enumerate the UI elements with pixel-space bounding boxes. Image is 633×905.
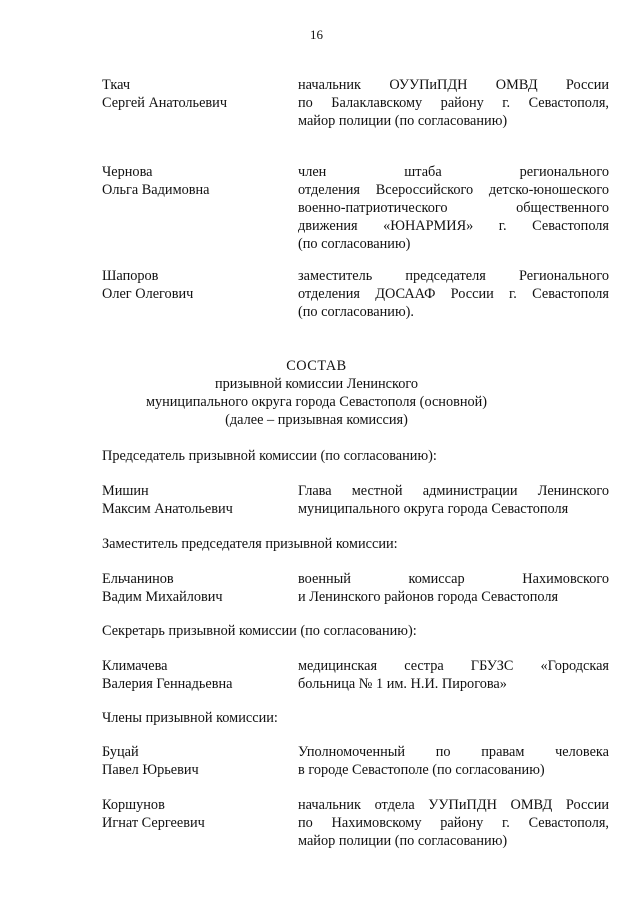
role-line: начальник отдела УУПиПДН ОМВД России [298,797,609,813]
member-given-name: Ольга Вадимовна [102,182,210,198]
role-line: Глава местной администрации Ленинского [298,483,609,499]
role-line: медицинская сестра ГБУЗС «Городская [298,658,609,674]
role-line: отделения ДОСААФ России г. Севастополя [298,286,609,302]
deputy-label: Заместитель председателя призывной комиссии: [102,536,398,552]
role-line: по Балаклавскому району г. Севастополя, [298,95,609,111]
role-line: по Нахимовскому району г. Севастополя, [298,815,609,831]
role-line: военный комиссар Нахимовского [298,571,609,587]
member-name [102,267,287,303]
member-surname: Климачева [102,658,168,674]
heading-title: СОСТАВ [286,358,347,374]
member-role [298,267,609,321]
role-line: член штаба регионального [298,164,609,180]
secretary-label: Секретарь призывной комиссии (по согласованию): [102,623,417,639]
role-line: (по согласованию). [298,304,414,320]
member-role [298,570,609,606]
member-role [298,163,609,253]
chairman-label: Председатель призывной комиссии (по согласованию): [102,448,437,464]
role-line: муниципального округа города Севастополя [298,501,569,517]
role-line: (по согласованию) [298,236,411,252]
role-line: отделения Всероссийского детско-юношеского [298,182,609,198]
heading-line: (далее – призывная комиссия) [225,412,408,428]
member-given-name: Максим Анатольевич [102,501,233,517]
role-line: Уполномоченный по правам человека [298,744,609,760]
role-line: начальник ОУУПиПДН ОМВД России [298,77,609,93]
role-line: и Ленинского районов города Севастополя [298,589,559,605]
heading-line: муниципального округа города Севастополя (основной) [145,394,488,410]
member-given-name: Сергей Анатольевич [102,95,228,111]
member-name [102,796,287,832]
page-number: 16 [310,27,323,42]
member-name [102,482,287,518]
role-line: заместитель председателя Регионального [298,268,609,284]
role-line: в городе Севастополе (по согласованию) [298,762,545,778]
role-line: майор полиции (по согласованию) [298,833,508,849]
commission-heading [0,357,633,429]
member-surname: Буцай [102,744,139,760]
member-name [102,657,287,693]
role-line: движения «ЮНАРМИЯ» г. Севастополя [298,218,609,234]
member-role [298,796,609,850]
member-role [298,76,609,130]
member-surname: Ельчанинов [102,571,174,587]
role-line: майор полиции (по согласованию) [298,113,508,129]
member-surname: Чернова [102,164,153,180]
role-line: военно-патриотического общественного [298,200,609,216]
role-line: больница № 1 им. Н.И. Пирогова» [298,676,507,692]
member-name [102,76,287,112]
member-given-name: Павел Юрьевич [102,762,199,778]
member-surname: Ткач [102,77,131,93]
member-role [298,657,609,693]
member-surname: Шапоров [102,268,159,284]
members-label: Члены призывной комиссии: [102,710,278,726]
member-given-name: Игнат Сергеевич [102,815,205,831]
member-role [298,482,609,518]
member-given-name: Валерия Геннадьевна [102,676,233,692]
member-given-name: Олег Олегович [102,286,194,302]
member-name [102,163,287,199]
member-name [102,743,287,779]
member-role [298,743,609,779]
heading-line: призывной комиссии Ленинского [214,376,419,392]
member-surname: Мишин [102,483,149,499]
member-surname: Коршунов [102,797,165,813]
member-name [102,570,287,606]
member-given-name: Вадим Михайлович [102,589,223,605]
